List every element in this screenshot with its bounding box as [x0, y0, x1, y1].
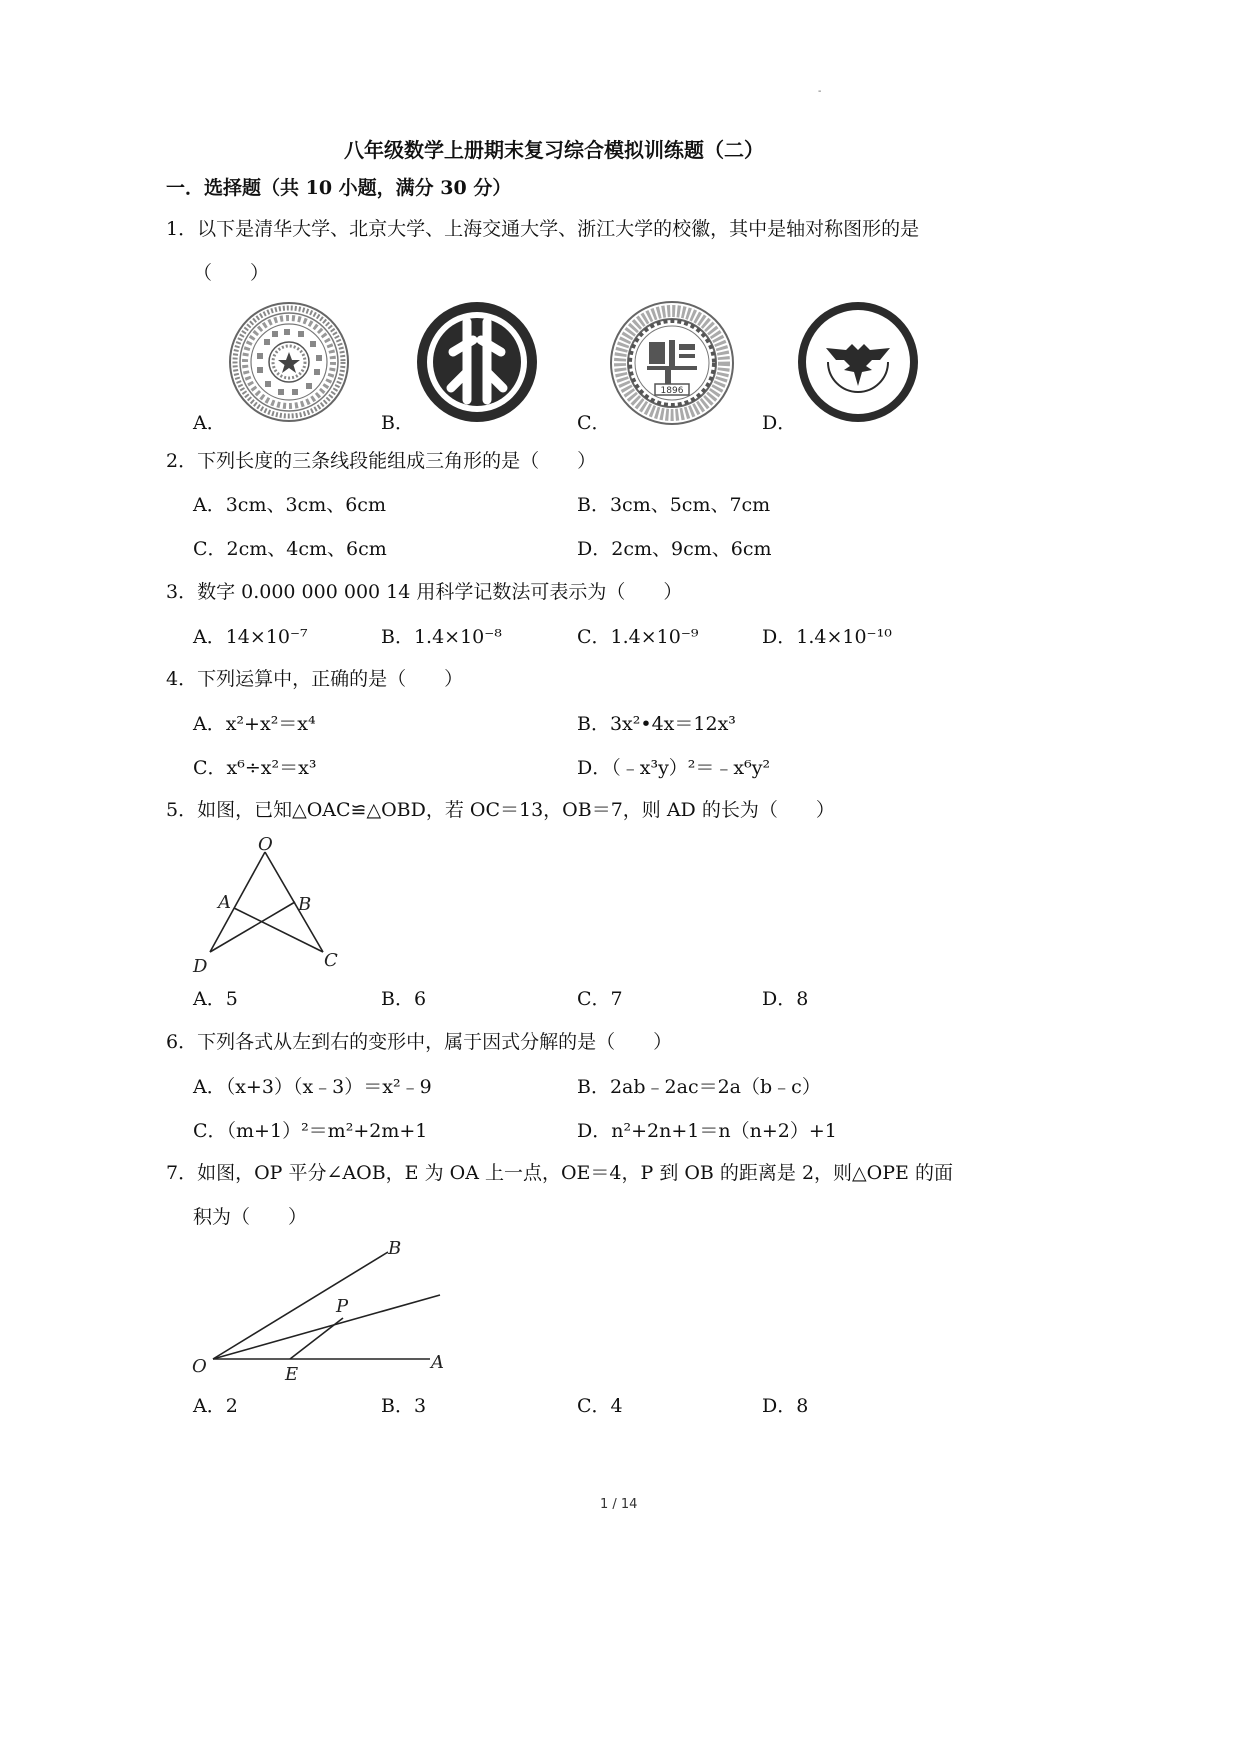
q7-stem: 7．如图，OP 平分∠AOB，E 为 OA 上一点，OE＝4，P 到 OB 的距离是 2，则△OPE 的面	[166, 1162, 953, 1184]
q6-stem: 6．下列各式从左到右的变形中，属于因式分解的是（ ）	[166, 1031, 673, 1053]
label-d: D	[193, 956, 208, 977]
q1-option-d: D．	[762, 412, 797, 434]
q2-option-a: A．3cm、3cm、6cm	[193, 494, 386, 516]
label-c: C	[324, 950, 338, 971]
q3-stem: 3．数字 0.000 000 000 14 用科学记数法可表示为（ ）	[166, 581, 683, 603]
q2-option-c: C．2cm、4cm、6cm	[193, 538, 387, 560]
svg-text:北大: 北大	[477, 366, 479, 367]
q2-option-d: D．2cm、9cm、6cm	[577, 538, 772, 560]
q2-option-b: B．3cm、5cm、7cm	[577, 494, 771, 516]
q7-option-a: A．2	[193, 1395, 238, 1417]
label-b: B	[298, 894, 312, 915]
q4-option-c: C．x⁶÷x²＝x³	[193, 757, 317, 779]
svg-text:1896: 1896	[660, 386, 684, 396]
q4-option-a: A．x²+x²＝x⁴	[193, 713, 316, 735]
label-o: O	[258, 834, 273, 855]
label-a: A	[218, 892, 231, 913]
sjtu-logo	[609, 300, 735, 426]
q1-option-b: B．	[381, 412, 414, 434]
q2-stem: 2．下列长度的三条线段能组成三角形的是（ ）	[166, 450, 597, 472]
tsinghua-logo	[228, 301, 350, 423]
q5-option-a: A．5	[193, 988, 238, 1010]
label-p: P	[336, 1296, 349, 1317]
q6-option-b: B．2ab﹣2ac＝2a（b﹣c）	[577, 1076, 821, 1098]
q4-option-b: B．3x²•4x＝12x³	[577, 713, 736, 735]
q6-option-d: D．n²+2n+1＝n（n+2）+1	[577, 1120, 837, 1142]
peking-university-logo	[415, 300, 539, 424]
q5-option-b: B．6	[381, 988, 427, 1010]
label-a: A	[431, 1352, 444, 1373]
zju-logo	[796, 300, 920, 424]
q4-option-d: D．（﹣x³y）²＝﹣x⁶y²	[577, 757, 771, 779]
q7-angle-figure	[188, 1232, 463, 1388]
label-e: E	[285, 1364, 299, 1385]
q3-option-b: B．1.4×10⁻⁸	[381, 626, 502, 648]
page-number: 1 / 14	[600, 1497, 638, 1512]
q7-option-b: B．3	[381, 1395, 427, 1417]
q5-triangle-figure	[188, 830, 358, 980]
page-mark: -	[818, 86, 822, 97]
q7-option-d: D．8	[762, 1395, 809, 1417]
document-title: 八年级数学上册期末复习综合模拟训练题（二）	[344, 138, 764, 162]
q5-stem: 5．如图，已知△OAC≌△OBD，若 OC＝13，OB＝7，则 AD 的长为（ ）	[166, 799, 835, 821]
q1-stem: 1．以下是清华大学、北京大学、上海交通大学、浙江大学的校徽，其中是轴对称图形的是	[166, 218, 920, 240]
q7-stem-line2: 积为（ ）	[193, 1206, 308, 1228]
label-o: O	[192, 1356, 207, 1377]
q6-option-c: C．（m+1）²＝m²+2m+1	[193, 1120, 428, 1142]
q1-option-a: A．	[193, 412, 226, 434]
q3-option-d: D．1.4×10⁻¹⁰	[762, 626, 892, 648]
q1-option-c: C．	[577, 412, 611, 434]
q1-bracket: （ ）	[193, 262, 270, 284]
q3-option-c: C．1.4×10⁻⁹	[577, 626, 699, 648]
q4-stem: 4．下列运算中，正确的是（ ）	[166, 668, 464, 690]
q5-option-d: D．8	[762, 988, 809, 1010]
label-b: B	[388, 1238, 402, 1259]
section-heading: 一．选择题（共 10 小题，满分 30 分）	[166, 177, 512, 199]
q5-option-c: C．7	[577, 988, 623, 1010]
q6-option-a: A．（x+3）（x﹣3）＝x²﹣9	[193, 1076, 432, 1098]
q7-option-c: C．4	[577, 1395, 623, 1417]
q3-option-a: A．14×10⁻⁷	[193, 626, 308, 648]
